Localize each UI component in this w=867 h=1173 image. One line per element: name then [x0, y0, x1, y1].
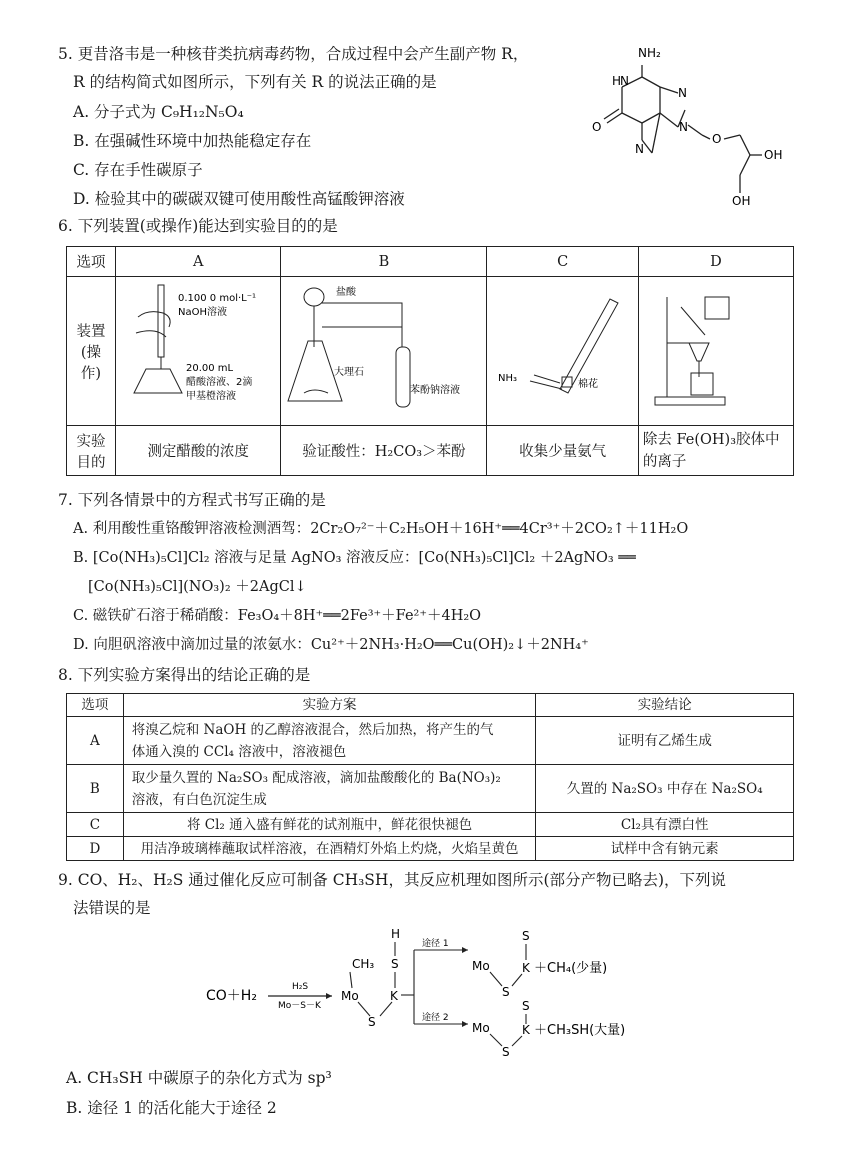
q9-s-bot: S — [368, 1015, 376, 1029]
q5-label-n1: N — [620, 74, 629, 88]
q9-k: K — [390, 989, 398, 1003]
q8-row-b-plan: 取少量久置的 Na₂SO₃ 配成溶液，滴加盐酸酸化的 Ba(NO₃)₂ 溶液，有白色沉淀生成 — [123, 765, 536, 813]
q9-route1: 途径 1 — [422, 939, 449, 949]
q5-option-b: B. 在强碱性环境中加热能稳定存在 — [73, 132, 312, 150]
q6-apparatus-d — [638, 277, 793, 426]
svg-text:NH₃: NH₃ — [497, 373, 517, 384]
svg-text:大理石: 大理石 — [333, 367, 364, 378]
q9-h: H — [391, 927, 401, 941]
q6-purpose-a: 测定醋酸的浓度 — [115, 426, 281, 476]
q9-ch3: CH₃ — [352, 957, 375, 971]
svg-text:醋酸溶液、2滴: 醋酸溶液、2滴 — [186, 377, 253, 388]
q6-header-a: A — [115, 247, 281, 277]
q5-option-a: A. 分子式为 C₉H₁₂N₅O₄ — [73, 103, 244, 121]
q9-arrow-above: H₂S — [292, 982, 309, 992]
q5-label-h: H — [612, 74, 622, 88]
q9-mechanism-diagram — [200, 920, 680, 1060]
q9-mo: Mo — [341, 989, 359, 1003]
q8-row-b-conclusion: 久置的 Na₂SO₃ 中存在 Na₂SO₄ — [536, 765, 794, 813]
q5-stem-line2: R 的结构简式如图所示，下列有关 R 的说法正确的是 — [73, 73, 437, 91]
q8-row-a-plan: 将溴乙烷和 NaOH 的乙醇溶液混合，然后加热，将产生的气 体通入溴的 CCl₄ 溶液中，溶液褪色 — [123, 717, 536, 765]
q9-p2-s-top: S — [522, 999, 530, 1013]
filtration-apparatus-icon — [641, 277, 791, 421]
q9-p1-k: K — [522, 961, 530, 975]
q7-option-c: C. 磁铁矿石溶于稀硝酸：Fe₃O₄＋8H⁺══2Fe³⁺＋Fe²⁺＋4H₂O — [73, 608, 482, 624]
gas-generation-apparatus-icon — [284, 277, 484, 421]
q6-header-b: B — [281, 247, 487, 277]
q6-header-d: D — [638, 247, 793, 277]
q9-p2-product: ＋CH₃SH(大量) — [534, 1023, 626, 1038]
q5-label-nh2: NH₂ — [638, 46, 661, 60]
q8-row-a-option: A — [67, 717, 124, 765]
q9-route2: 途径 2 — [422, 1013, 449, 1023]
q6-table — [66, 246, 794, 476]
q6-stem: 6. 下列装置(或操作)能达到实验目的的是 — [58, 217, 338, 235]
q5-label-n4: N — [635, 142, 644, 156]
svg-text:棉花: 棉花 — [577, 379, 598, 390]
q8-row-b-option: B — [67, 765, 124, 813]
q8-row-c-plan: 将 Cl₂ 通入盛有鲜花的试剂瓶中，鲜花很快褪色 — [123, 813, 536, 837]
q6-apparatus-b — [281, 277, 487, 426]
svg-text:20.00 mL: 20.00 mL — [186, 363, 234, 374]
q5-option-d: D. 检验其中的碳碳双键可使用酸性高锰酸钾溶液 — [73, 190, 405, 208]
q9-arrow-below: Mo－S－K — [278, 1001, 321, 1011]
q9-stem-line1: 9. CO、H₂、H₂S 通过催化反应可制备 CH₃SH，其反应机理如图所示(部分产物已略去)，下列说 — [58, 871, 727, 889]
svg-text:NaOH溶液: NaOH溶液 — [178, 307, 228, 318]
q9-stem-line2: 法错误的是 — [73, 899, 151, 917]
q5-stem-line1: 5. 更昔洛韦是一种核苷类抗病毒药物，合成过程中会产生副产物 R， — [58, 45, 529, 63]
q6-purpose-c: 收集少量氨气 — [487, 426, 639, 476]
q8-header-option: 选项 — [67, 694, 124, 717]
q5-label-oh1: OH — [764, 148, 783, 162]
q6-header-option: 选项 — [67, 247, 116, 277]
svg-text:0.100 0 mol·L⁻¹: 0.100 0 mol·L⁻¹ — [178, 293, 257, 304]
q6-row-apparatus-label: 装置 (操作) — [67, 277, 116, 426]
q6-apparatus-c — [487, 277, 639, 426]
q5-label-o2: O — [712, 132, 722, 146]
q6-header-c: C — [487, 247, 639, 277]
q8-row-d-option: D — [67, 837, 124, 861]
q8-header-conclusion: 实验结论 — [536, 694, 794, 717]
q8-stem: 8. 下列实验方案得出的结论正确的是 — [58, 666, 311, 684]
q5-structure-diagram — [590, 35, 810, 215]
q9-p2-k: K — [522, 1023, 530, 1037]
q9-p1-s-bot: S — [502, 985, 510, 999]
q8-row-c-option: C — [67, 813, 124, 837]
q7-option-a: A. 利用酸性重铬酸钾溶液检测酒驾：2Cr₂O₇²⁻＋C₂H₅OH＋16H⁺══4Cr³⁺＋2CO₂↑＋11H₂O — [73, 521, 689, 537]
q6-purpose-d: 除去 Fe(OH)₃胶体中的离子 — [638, 426, 793, 476]
q9-p2-s-bot: S — [502, 1045, 510, 1059]
svg-text:甲基橙溶液: 甲基橙溶液 — [186, 391, 237, 402]
q6-row-purpose-label: 实验 目的 — [67, 426, 116, 476]
q7-stem: 7. 下列各情景中的方程式书写正确的是 — [58, 491, 326, 509]
q9-p1-product: ＋CH₄(少量) — [534, 961, 608, 976]
q7-option-b-line1: B. [Co(NH₃)₅Cl]Cl₂ 溶液与足量 AgNO₃ 溶液反应：[Co(NH₃)₅Cl]Cl₂ ＋2AgNO₃ ══ — [73, 550, 636, 566]
q9-p2-mo: Mo — [472, 1021, 490, 1035]
q5-label-n2: N — [678, 86, 687, 100]
q5-label-n3: N — [679, 120, 688, 134]
ammonia-collection-icon — [490, 277, 636, 421]
q9-reactants: CO＋H₂ — [206, 988, 257, 1004]
q8-row-c-conclusion: Cl₂具有漂白性 — [536, 813, 794, 837]
q7-option-d: D. 向胆矾溶液中滴加过量的浓氨水：Cu²⁺＋2NH₃·H₂O══Cu(OH)₂↓＋2NH₄⁺ — [73, 637, 589, 653]
q8-row-a-conclusion: 证明有乙烯生成 — [536, 717, 794, 765]
q6-apparatus-a — [115, 277, 281, 426]
q8-table — [66, 693, 794, 861]
q5-label-o: O — [592, 120, 602, 134]
q6-purpose-b: 验证酸性：H₂CO₃＞苯酚 — [281, 426, 487, 476]
svg-text:苯酚钠溶液: 苯酚钠溶液 — [409, 385, 460, 396]
q8-header-plan: 实验方案 — [123, 694, 536, 717]
q9-option-b: B. 途径 1 的活化能大于途径 2 — [66, 1099, 277, 1117]
q5-label-oh2: OH — [732, 194, 751, 208]
q8-row-d-plan: 用洁净玻璃棒蘸取试样溶液，在酒精灯外焰上灼烧，火焰呈黄色 — [123, 837, 536, 861]
q5-option-c: C. 存在手性碳原子 — [73, 161, 203, 179]
q8-row-d-conclusion: 试样中含有钠元素 — [536, 837, 794, 861]
svg-text:盐酸: 盐酸 — [335, 287, 356, 298]
q9-option-a: A. CH₃SH 中碳原子的杂化方式为 sp³ — [66, 1069, 332, 1087]
q9-s-top: S — [391, 957, 399, 971]
titration-apparatus-icon — [118, 277, 278, 421]
q9-p1-s-top: S — [522, 929, 530, 943]
q9-p1-mo: Mo — [472, 959, 490, 973]
q7-option-b-line2: [Co(NH₃)₅Cl](NO₃)₂ ＋2AgCl↓ — [88, 579, 307, 595]
